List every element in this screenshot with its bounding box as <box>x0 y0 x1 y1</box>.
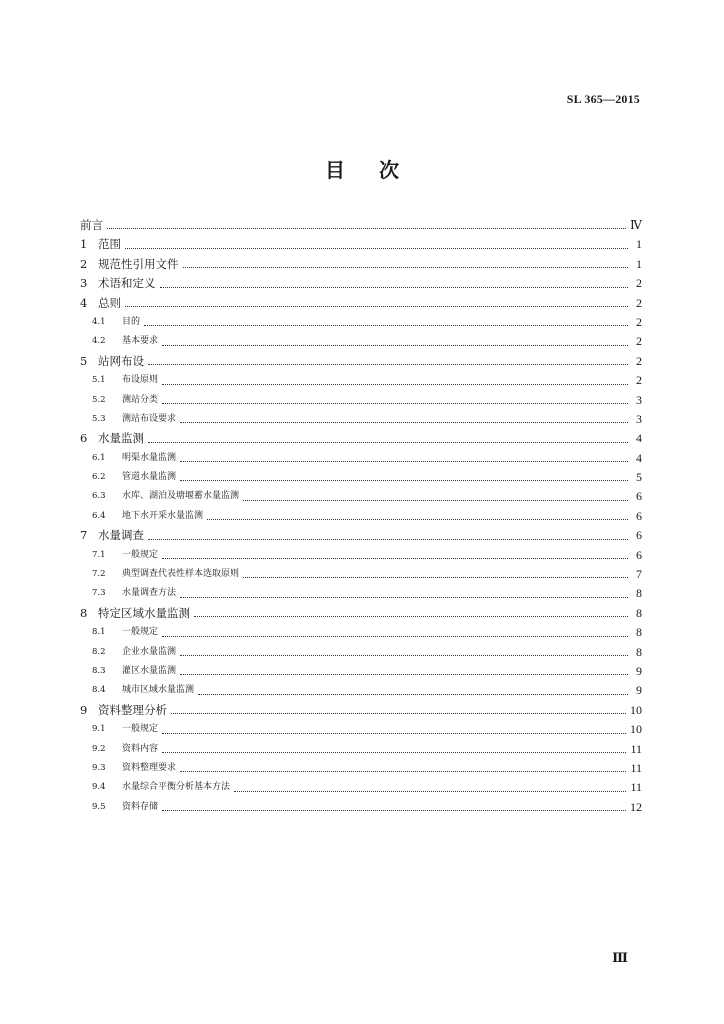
toc-entry-number: 9.3 <box>92 762 106 773</box>
toc-leader-dots <box>162 809 626 811</box>
toc-entry-page: 2 <box>636 373 642 388</box>
toc-entry-number: 1 <box>80 237 88 252</box>
toc-leader-dots <box>162 383 628 385</box>
toc-entry-page: 10 <box>630 722 642 737</box>
toc-entry-page: 6 <box>636 528 642 543</box>
toc-entry[interactable] <box>80 332 642 351</box>
toc-leader-dots <box>125 305 628 307</box>
title-char-2: 次 <box>379 158 399 182</box>
toc-entry[interactable] <box>80 216 642 235</box>
toc-entry-page: 8 <box>636 586 642 601</box>
toc-entry-page: 2 <box>636 314 642 329</box>
toc-entry-title: 管道水量监测 <box>122 472 177 483</box>
toc-entry-page: 4 <box>636 450 642 465</box>
toc-entry-title: 水量综合平衡分析基本方法 <box>122 782 231 793</box>
toc-entry-title: 地下水开采水量监测 <box>122 510 204 521</box>
toc-leader-dots <box>144 324 628 326</box>
toc-entry-number: 5.1 <box>92 375 106 386</box>
toc-entry-page: 6 <box>636 547 642 562</box>
toc-entry-title: 资料整理要求 <box>122 762 177 773</box>
toc-leader-dots <box>162 732 626 734</box>
toc-entry[interactable] <box>80 798 642 817</box>
toc-entry-number: 9.2 <box>92 743 106 754</box>
toc-entry[interactable] <box>80 255 642 274</box>
toc-entry-title: 布设原则 <box>122 375 159 386</box>
toc-entry-title: 水库、湖泊及塘堰蓄水量监测 <box>122 491 240 502</box>
toc-entry-page: 9 <box>636 683 642 698</box>
toc-entry-page: 8 <box>636 625 642 640</box>
toc-entry-page: 2 <box>636 295 642 310</box>
toc-entry-page: 9 <box>636 663 642 678</box>
toc-entry-title: 明渠水量监测 <box>122 452 177 463</box>
toc-leader-dots <box>180 673 628 675</box>
standard-code: SL 365—2015 <box>566 92 640 106</box>
toc-entry-number: 8.4 <box>92 685 106 696</box>
toc-entry-title: 一般规定 <box>122 724 159 735</box>
toc-entry[interactable] <box>80 546 642 565</box>
toc-leader-dots <box>180 654 628 656</box>
toc-leader-dots <box>171 712 626 714</box>
toc-entry-number: 8.3 <box>92 665 106 676</box>
toc-entry-title: 前言 <box>80 217 103 232</box>
toc-leader-dots <box>162 751 626 753</box>
toc-entry[interactable] <box>80 294 642 313</box>
toc-entry-page: 6 <box>636 489 642 504</box>
toc-entry-page: 8 <box>636 605 642 620</box>
toc-entry-page: 2 <box>636 276 642 291</box>
toc-entry-page: 11 <box>630 780 642 795</box>
toc-entry-title: 测站分类 <box>122 394 159 405</box>
toc-entry-number: 6.2 <box>92 472 106 483</box>
toc-leader-dots <box>180 421 628 423</box>
toc-entry-title: 测站布设要求 <box>122 413 177 424</box>
toc-entry[interactable] <box>80 643 642 662</box>
toc-entry-title: 一般规定 <box>122 627 159 638</box>
toc-entry[interactable] <box>80 584 642 603</box>
toc-leader-dots <box>198 693 628 695</box>
toc-entry[interactable] <box>80 468 642 487</box>
toc-leader-dots <box>148 363 628 365</box>
toc-leader-dots <box>243 499 628 501</box>
toc-entry[interactable] <box>80 604 642 623</box>
toc-leader-dots <box>194 615 628 617</box>
toc-entry-title: 基本要求 <box>122 336 159 347</box>
toc-entry[interactable] <box>80 507 642 526</box>
toc-entry-number: 9.1 <box>92 724 106 735</box>
toc-entry-number: 3 <box>80 276 88 291</box>
toc-entry[interactable] <box>80 391 642 410</box>
toc-entry-page: 5 <box>636 470 642 485</box>
toc-entry[interactable] <box>80 759 642 778</box>
toc-entry-title: 资料存储 <box>122 801 159 812</box>
toc-entry-number: 9.4 <box>92 782 106 793</box>
toc-entry-page: 3 <box>636 392 642 407</box>
toc-entry-number: 8.2 <box>92 646 106 657</box>
toc-entry-page: 3 <box>636 411 642 426</box>
toc-entry-title: 城市区域水量监测 <box>122 685 195 696</box>
toc-leader-dots <box>148 538 628 540</box>
table-of-contents <box>80 216 642 817</box>
toc-entry-title: 目的 <box>122 316 141 327</box>
toc-leader-dots <box>243 576 628 578</box>
toc-entry-number: 4.2 <box>92 336 106 347</box>
toc-entry[interactable] <box>80 449 642 468</box>
toc-entry-number: 5 <box>80 353 88 368</box>
toc-entry-number: 6.4 <box>92 510 106 521</box>
toc-entry[interactable] <box>80 526 642 545</box>
toc-entry-page: 2 <box>636 334 642 349</box>
toc-entry-number: 2 <box>80 256 88 271</box>
toc-entry-title: 规范性引用文件 <box>98 256 179 271</box>
toc-entry[interactable] <box>80 274 642 293</box>
toc-entry-page: 1 <box>636 256 642 271</box>
toc-entry[interactable] <box>80 429 642 448</box>
toc-leader-dots <box>180 479 628 481</box>
toc-entry-number: 8 <box>80 605 88 620</box>
toc-entry-page: 10 <box>630 702 642 717</box>
toc-entry-page: 7 <box>636 567 642 582</box>
toc-entry-page: 12 <box>630 799 642 814</box>
toc-entry[interactable] <box>80 623 642 642</box>
toc-leader-dots <box>180 460 628 462</box>
toc-entry[interactable] <box>80 720 642 739</box>
toc-entry-number: 6 <box>80 431 88 446</box>
toc-entry-page: 1 <box>636 237 642 252</box>
page-number: Ⅲ <box>612 950 628 965</box>
toc-entry[interactable] <box>80 371 642 390</box>
toc-entry-title: 特定区域水量监测 <box>98 605 190 620</box>
toc-entry[interactable] <box>80 565 642 584</box>
toc-entry-title: 灌区水量监测 <box>122 665 177 676</box>
toc-entry-number: 7.2 <box>92 569 106 580</box>
toc-entry-page: 8 <box>636 644 642 659</box>
toc-entry[interactable] <box>80 352 642 371</box>
toc-leader-dots <box>207 518 628 520</box>
toc-leader-dots <box>125 247 628 249</box>
toc-entry-number: 6.1 <box>92 452 106 463</box>
toc-entry-page: 4 <box>636 431 642 446</box>
toc-leader-dots <box>234 790 626 792</box>
toc-entry[interactable] <box>80 410 642 429</box>
toc-leader-dots <box>162 344 628 346</box>
toc-entry-title: 范围 <box>98 237 121 252</box>
toc-entry-number: 4 <box>80 295 88 310</box>
toc-entry-title: 一般规定 <box>122 549 159 560</box>
toc-entry[interactable] <box>80 701 642 720</box>
toc-entry-page: 11 <box>630 760 642 775</box>
toc-leader-dots <box>162 635 628 637</box>
toc-entry-title: 企业水量监测 <box>122 646 177 657</box>
toc-entry-title: 典型调查代表性样本选取原则 <box>122 569 240 580</box>
toc-entry[interactable] <box>80 235 642 254</box>
toc-entry-title: 资料内容 <box>122 743 159 754</box>
toc-leader-dots <box>160 286 629 288</box>
title-char-1: 目 <box>325 158 345 182</box>
toc-entry-number: 4.1 <box>92 316 106 327</box>
toc-leader-dots <box>180 596 628 598</box>
toc-entry-page: 6 <box>636 508 642 523</box>
toc-entry-title: 资料整理分析 <box>98 702 167 717</box>
toc-entry-number: 8.1 <box>92 627 106 638</box>
toc-entry-number: 9.5 <box>92 801 106 812</box>
toc-entry-title: 术语和定义 <box>98 276 156 291</box>
toc-leader-dots <box>148 441 628 443</box>
toc-entry-title: 水量调查 <box>98 528 144 543</box>
toc-leader-dots <box>162 557 628 559</box>
toc-leader-dots <box>183 266 629 268</box>
toc-entry[interactable] <box>80 487 642 506</box>
toc-entry-number: 9 <box>80 702 88 717</box>
toc-leader-dots <box>162 402 628 404</box>
toc-entry[interactable] <box>80 778 642 797</box>
toc-entry-title: 水量调查方法 <box>122 588 177 599</box>
toc-entry[interactable] <box>80 313 642 332</box>
toc-entry-number: 7.1 <box>92 549 106 560</box>
toc-entry-page: 2 <box>636 353 642 368</box>
toc-leader-dots <box>180 770 626 772</box>
toc-entry[interactable] <box>80 662 642 681</box>
toc-entry[interactable] <box>80 740 642 759</box>
toc-entry[interactable] <box>80 681 642 700</box>
toc-entry-title: 总则 <box>98 295 121 310</box>
toc-entry-title: 站网布设 <box>98 353 144 368</box>
toc-entry-number: 7.3 <box>92 588 106 599</box>
toc-entry-title: 水量监测 <box>98 431 144 446</box>
toc-entry-number: 6.3 <box>92 491 106 502</box>
toc-entry-page: Ⅳ <box>630 217 642 232</box>
toc-entry-number: 5.2 <box>92 394 106 405</box>
toc-leader-dots <box>107 227 626 229</box>
toc-entry-number: 5.3 <box>92 413 106 424</box>
toc-entry-page: 11 <box>630 741 642 756</box>
toc-entry-number: 7 <box>80 528 88 543</box>
page-title <box>0 154 724 183</box>
